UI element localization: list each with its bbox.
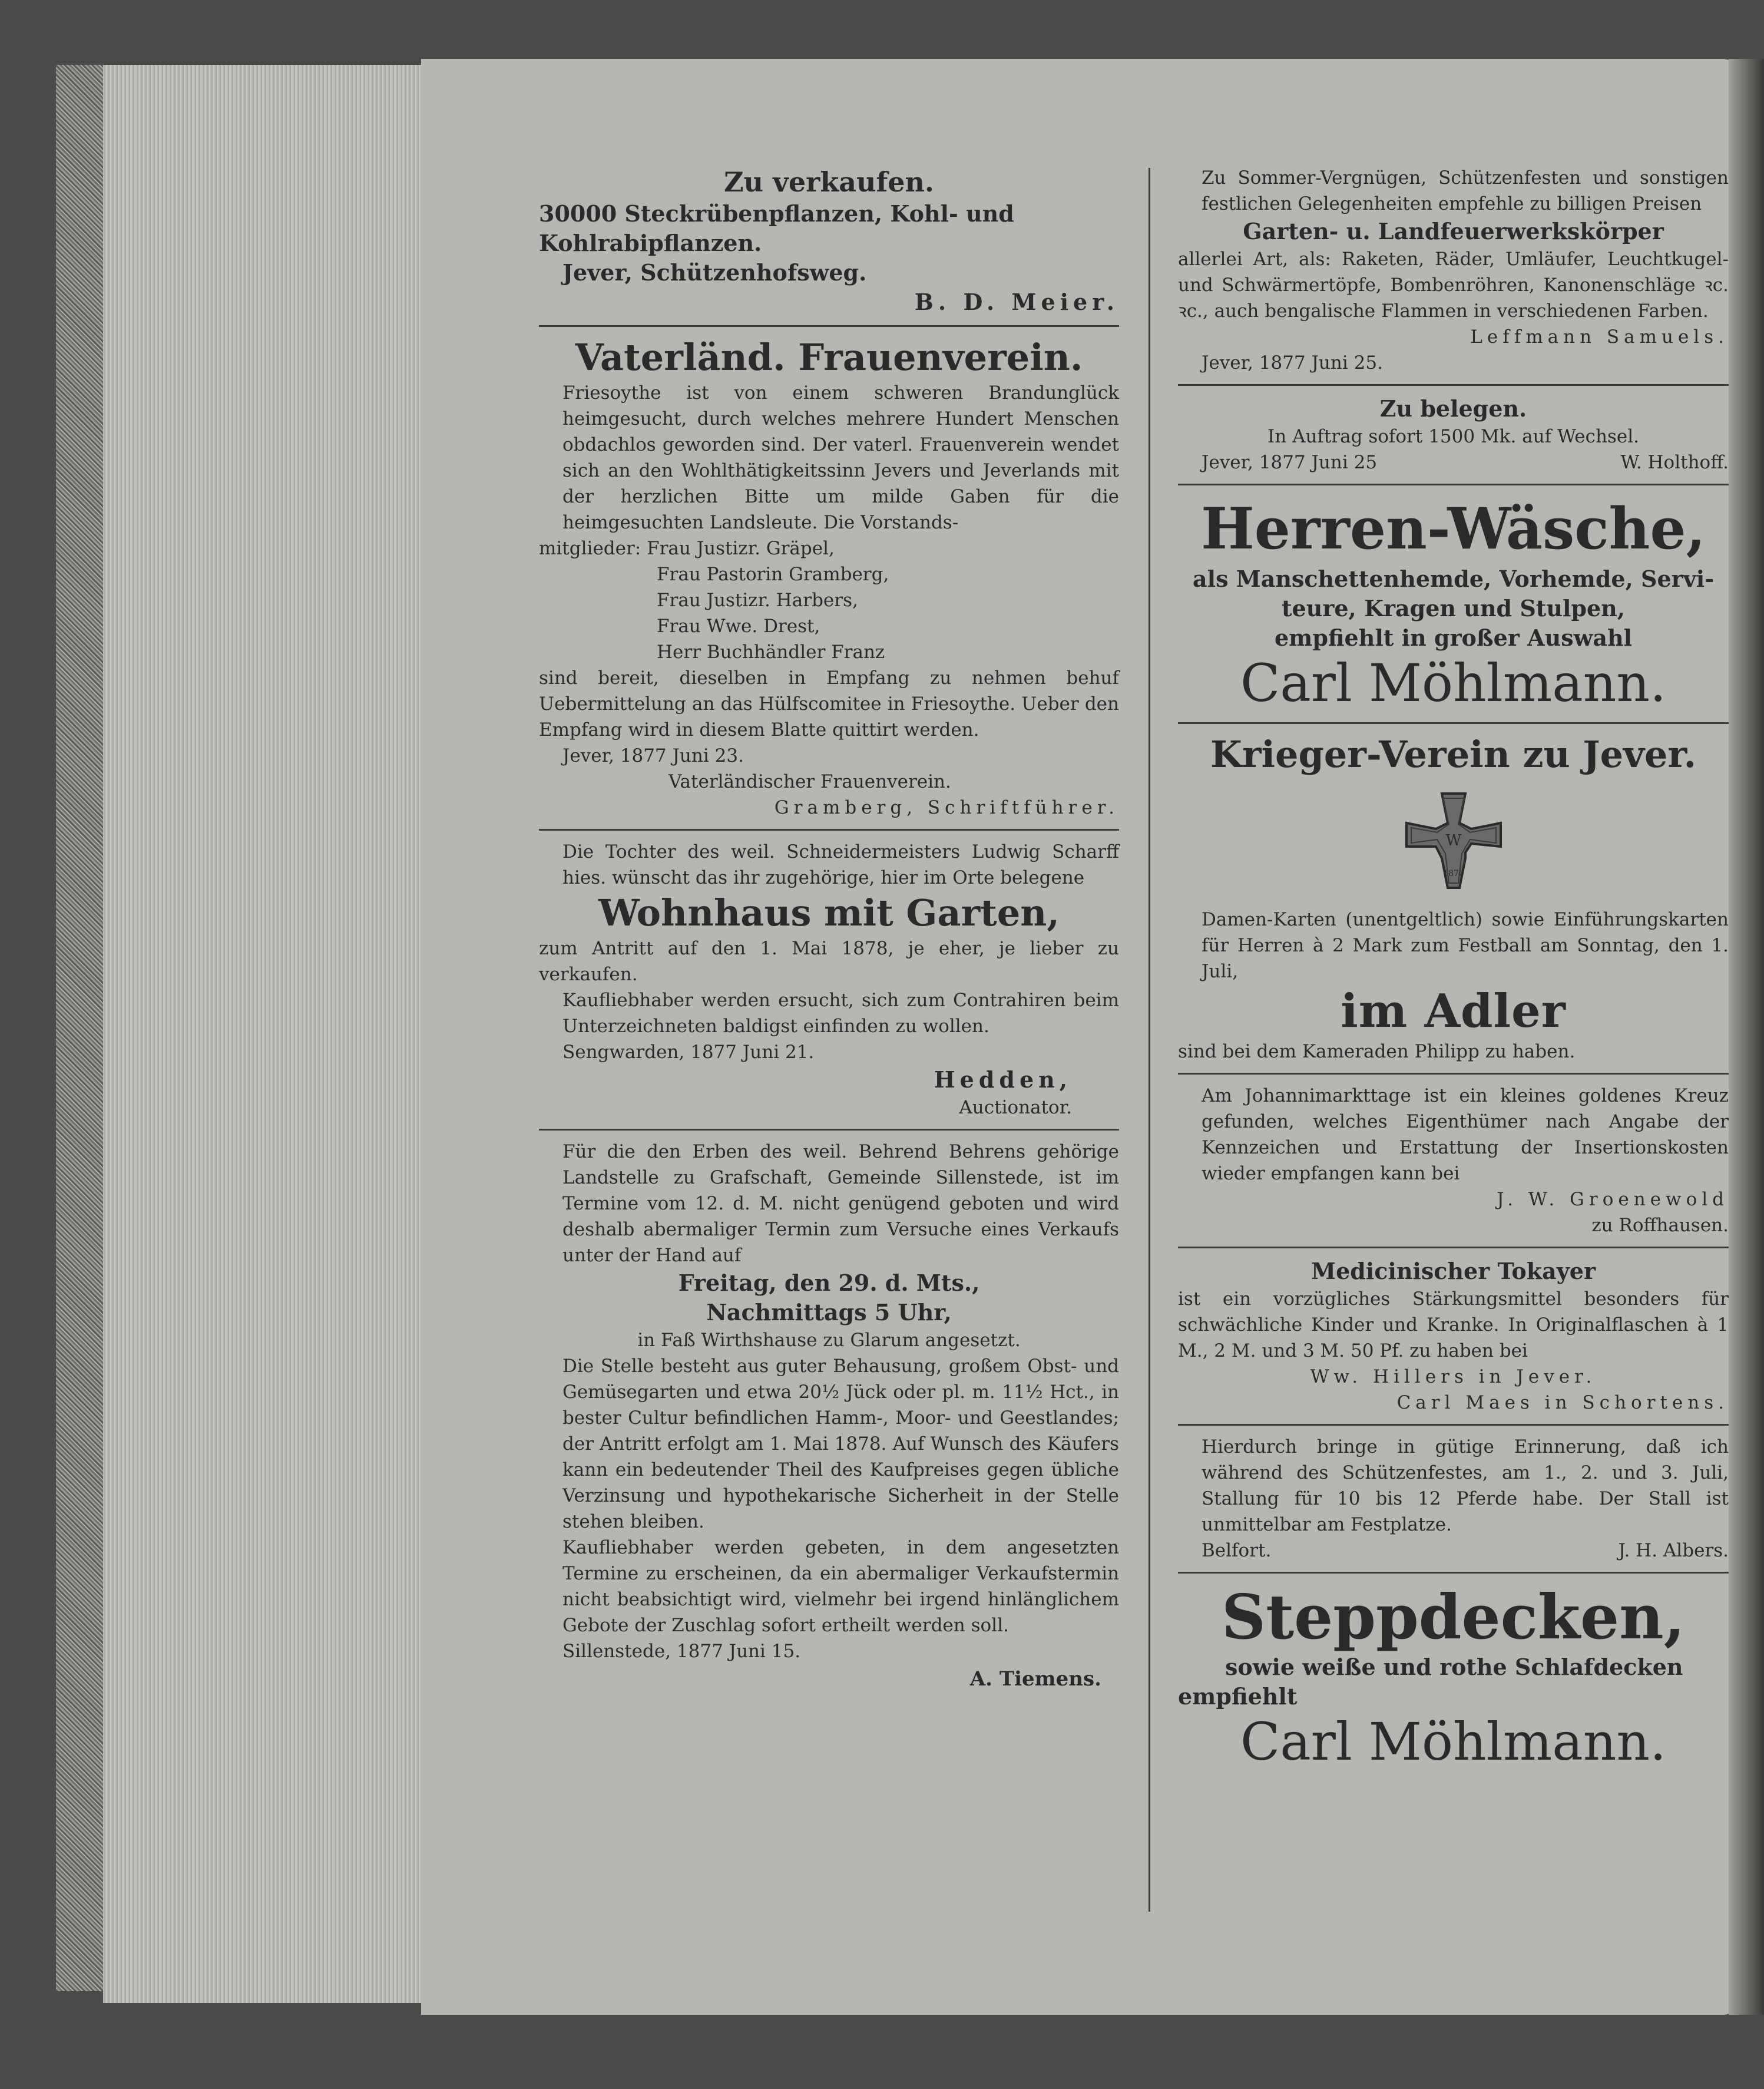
divider xyxy=(539,829,1119,831)
ad-frauenverein xyxy=(539,335,1119,821)
ad-stallung xyxy=(1178,1434,1729,1564)
ad-title: Wohnhaus mit Garten, xyxy=(598,891,1060,934)
ad-body: Zu Sommer-Vergnügen, Schützenfesten und sonstigen festlichen Gelegenheiten empfehle zu billigen Preisen xyxy=(1202,167,1729,214)
ad-place-heading: im Adler xyxy=(1341,984,1566,1038)
ad-title: Zu belegen. xyxy=(1379,395,1527,422)
ad-line: Kohlrabipflanzen. xyxy=(539,230,762,256)
divider xyxy=(1178,1073,1729,1075)
ad-body: Für die den Erben des weil. Behrend Behrens gehörige Landstelle zu Grafschaft, Gemeinde Sillenstede, ist im Termine vom 12. d. M. nicht genügend geboten und wird deshalb abermaliger Termin zum Versuche eines Verkaufs unter der Hand auf xyxy=(562,1141,1119,1266)
ad-title: Vaterländ. Frauenverein. xyxy=(575,336,1083,379)
book-page-edges xyxy=(103,65,421,2003)
ad-intro: Die Tochter des weil. Schneidermeisters Ludwig Scharff hies. wünscht das ihr zugehörige, hier im Orte belegene xyxy=(562,841,1119,888)
ad-signature-place: zu Roffhausen. xyxy=(1591,1215,1729,1236)
ad-title: Garten- u. Landfeuerwerkskörper xyxy=(1243,218,1664,244)
ad-landstelle xyxy=(539,1139,1119,1694)
ad-tokayer xyxy=(1178,1257,1729,1416)
ad-herren-waesche xyxy=(1178,494,1729,714)
divider xyxy=(539,1129,1119,1131)
ad-signature-role: Auctionator. xyxy=(959,1097,1072,1118)
ad-place: Belfort. xyxy=(1202,1540,1272,1561)
list-item: Herr Buchhändler Franz xyxy=(657,642,885,663)
iron-cross-icon xyxy=(1178,788,1729,896)
divider xyxy=(1178,1572,1729,1574)
ad-date: Sillenstede, 1877 Juni 15. xyxy=(562,1641,801,1662)
svg-text:1870: 1870 xyxy=(1442,869,1464,878)
ad-line: empfiehlt xyxy=(1178,1683,1298,1710)
ad-signature: W. Holthoff. xyxy=(1620,452,1729,473)
column-divider xyxy=(1149,168,1150,1912)
members-list xyxy=(539,561,1119,665)
ad-body: ist ein vorzügliches Stärkungsmittel besonders für schwächliche Kinder und Kranke. In Originalflaschen à 1 M., 2 M. und 3 M. 50 Pf. zu haben bei xyxy=(1178,1288,1729,1361)
ad-title: Medicinischer Tokayer xyxy=(1311,1258,1596,1284)
ad-line: als Manschettenhemde, Vorhemde, Servi- xyxy=(1193,566,1714,592)
ad-date: Jever, 1877 Juni 25 xyxy=(1202,452,1378,473)
ad-org: Vaterländischer Frauenverein. xyxy=(668,771,951,792)
ad-body: allerlei Art, als: Raketen, Räder, Umläufer, Leuchtkugel- und Schwärmertöpfe, Bombenröhren, Kanonenschläge ꝛc. ꝛc., auch bengalische Flammen in verschiedenen Farben. xyxy=(1178,249,1729,322)
ad-zu-belegen xyxy=(1178,394,1729,475)
page-shadow xyxy=(1729,59,1764,2015)
ad-signature: Hedden, xyxy=(934,1066,1072,1093)
ad-body: In Auftrag sofort 1500 Mk. auf Wechsel. xyxy=(1267,426,1639,447)
book-spine-edge xyxy=(56,65,103,1991)
right-column xyxy=(1178,165,1729,1773)
ad-line: sowie weiße und rothe Schlafdecken xyxy=(1225,1654,1683,1680)
list-item: Frau Wwe. Drest, xyxy=(657,616,820,637)
ad-body: Friesoythe ist von einem schweren Brandunglück heimgesucht, durch welches mehrere Hundert Menschen obdachlos geworden sind. Der vaterl. Frauenverein wendet sich an den Wohlthätigkeitssinn Jevers und Jeverlands mit der herzlichen Bitte um milde Gaben für die heimgesuchten Landsleute. Die Vorstands- xyxy=(562,382,1119,533)
list-item: Frau Pastorin Gramberg, xyxy=(657,564,889,585)
ad-body: sind bei dem Kameraden Philipp zu haben. xyxy=(1178,1041,1576,1062)
ad-members-intro: mitglieder: Frau Justizr. Gräpel, xyxy=(539,538,835,559)
ad-krieger-verein xyxy=(1178,732,1729,1065)
ad-steppdecken xyxy=(1178,1582,1729,1773)
ad-body: sind bereit, dieselben in Empfang zu nehmen behuf Uebermittelung an das Hülfscomitee in Friesoythe. Ueber den Empfang wird in diesem Blatte quittirt werden. xyxy=(539,667,1119,741)
ad-signature: Gramberg, Schriftführer. xyxy=(774,797,1119,818)
ad-line: empfiehlt in großer Auswahl xyxy=(1274,624,1633,651)
divider xyxy=(1178,484,1729,485)
divider xyxy=(1178,1424,1729,1426)
ad-line: 30000 Steckrübenpflanzen, Kohl- und xyxy=(539,200,1014,227)
divider xyxy=(1178,384,1729,386)
divider xyxy=(1178,1247,1729,1248)
ad-merchant-name: Carl Möhlmann. xyxy=(1240,1711,1667,1772)
ad-seller: Carl Maes in Schortens. xyxy=(1396,1392,1729,1413)
divider xyxy=(539,325,1119,327)
svg-text:W: W xyxy=(1445,832,1461,850)
ad-body: Kaufliebhaber werden gebeten, in dem angesetzten Termine zu erscheinen, da ein abermaliger Verkaufstermin nicht beabsichtigt wird, vielmehr bei irgend hinlänglichem Gebote der Zuschlag sofort ertheilt werden soll. xyxy=(562,1537,1119,1636)
ad-body: Am Johannimarkttage ist ein kleines goldenes Kreuz gefunden, welches Eigenthümer nach Angabe der Kennzeichen und Erstattung der Insertionskosten wieder empfangen kann bei xyxy=(1202,1085,1729,1184)
ad-place: in Faß Wirthshause zu Glarum angesetzt. xyxy=(637,1330,1021,1351)
ad-title: Krieger-Verein zu Jever. xyxy=(1210,733,1697,776)
ad-title: Zu verkaufen. xyxy=(724,166,934,198)
ad-place: Jever, Schützenhofsweg. xyxy=(562,259,867,286)
ad-signature: J. H. Albers. xyxy=(1618,1540,1729,1561)
ad-line: teure, Kragen und Stulpen, xyxy=(1281,595,1625,622)
ad-body: zum Antritt auf den 1. Mai 1878, je eher, je lieber zu verkaufen. xyxy=(539,938,1119,985)
ad-body: Hierdurch bringe in gütige Erinnerung, daß ich während des Schützenfestes, am 1., 2. und 3. Juli, Stallung für 10 bis 12 Pferde habe. Der Stall ist unmittelbar am Festplatze. xyxy=(1202,1436,1729,1535)
ad-zu-verkaufen xyxy=(539,165,1119,317)
divider xyxy=(1178,722,1729,724)
ad-wohnhaus xyxy=(539,839,1119,1120)
ad-date-heading: Nachmittags 5 Uhr, xyxy=(706,1299,952,1326)
ad-date: Jever, 1877 Juni 23. xyxy=(562,745,744,766)
ad-merchant-name: Carl Möhlmann. xyxy=(1240,653,1667,713)
left-column xyxy=(539,165,1119,1694)
ad-feuerwerk xyxy=(1178,165,1729,376)
ad-body: Kaufliebhaber werden ersucht, sich zum Contrahiren beim Unterzeichneten baldigst einfinden zu wollen. xyxy=(562,990,1119,1037)
list-item: Frau Justizr. Harbers, xyxy=(657,590,858,611)
ad-date-heading: Freitag, den 29. d. Mts., xyxy=(678,1270,980,1296)
ad-title: Herren-Wäsche, xyxy=(1201,495,1706,562)
ad-body: Die Stelle besteht aus guter Behausung, großem Obst- und Gemüsegarten und etwa 20½ Jück oder pl. m. 11½ Hct., in bester Cultur befindlichen Hamm-, Moor- und Geestlandes; der Antritt erfolgt am 1. Mai 1878. Auf Wunsch des Käufers kann ein bedeutender Theil des Kaufpreises gegen übliche Verzinsung und hypothekarische Sicherheit in der Stelle stehen bleiben. xyxy=(562,1356,1119,1532)
ad-fundsache xyxy=(1178,1083,1729,1238)
ad-body: Damen-Karten (unentgeltlich) sowie Einführungskarten für Herren à 2 Mark zum Festball am Sonntag, den 1. Juli, xyxy=(1202,909,1729,982)
ad-signature: J. W. Groenewold xyxy=(1497,1189,1729,1210)
ad-signature: A. Tiemens. xyxy=(969,1667,1101,1691)
ad-seller: Ww. Hillers in Jever. xyxy=(1310,1366,1597,1387)
ad-signature: B. D. Meier. xyxy=(914,289,1119,315)
ad-title: Steppdecken, xyxy=(1221,1581,1685,1653)
ad-date: Jever, 1877 Juni 25. xyxy=(1202,352,1383,373)
ad-date: Sengwarden, 1877 Juni 21. xyxy=(562,1042,815,1063)
ad-signature: Leffmann Samuels. xyxy=(1470,326,1729,348)
